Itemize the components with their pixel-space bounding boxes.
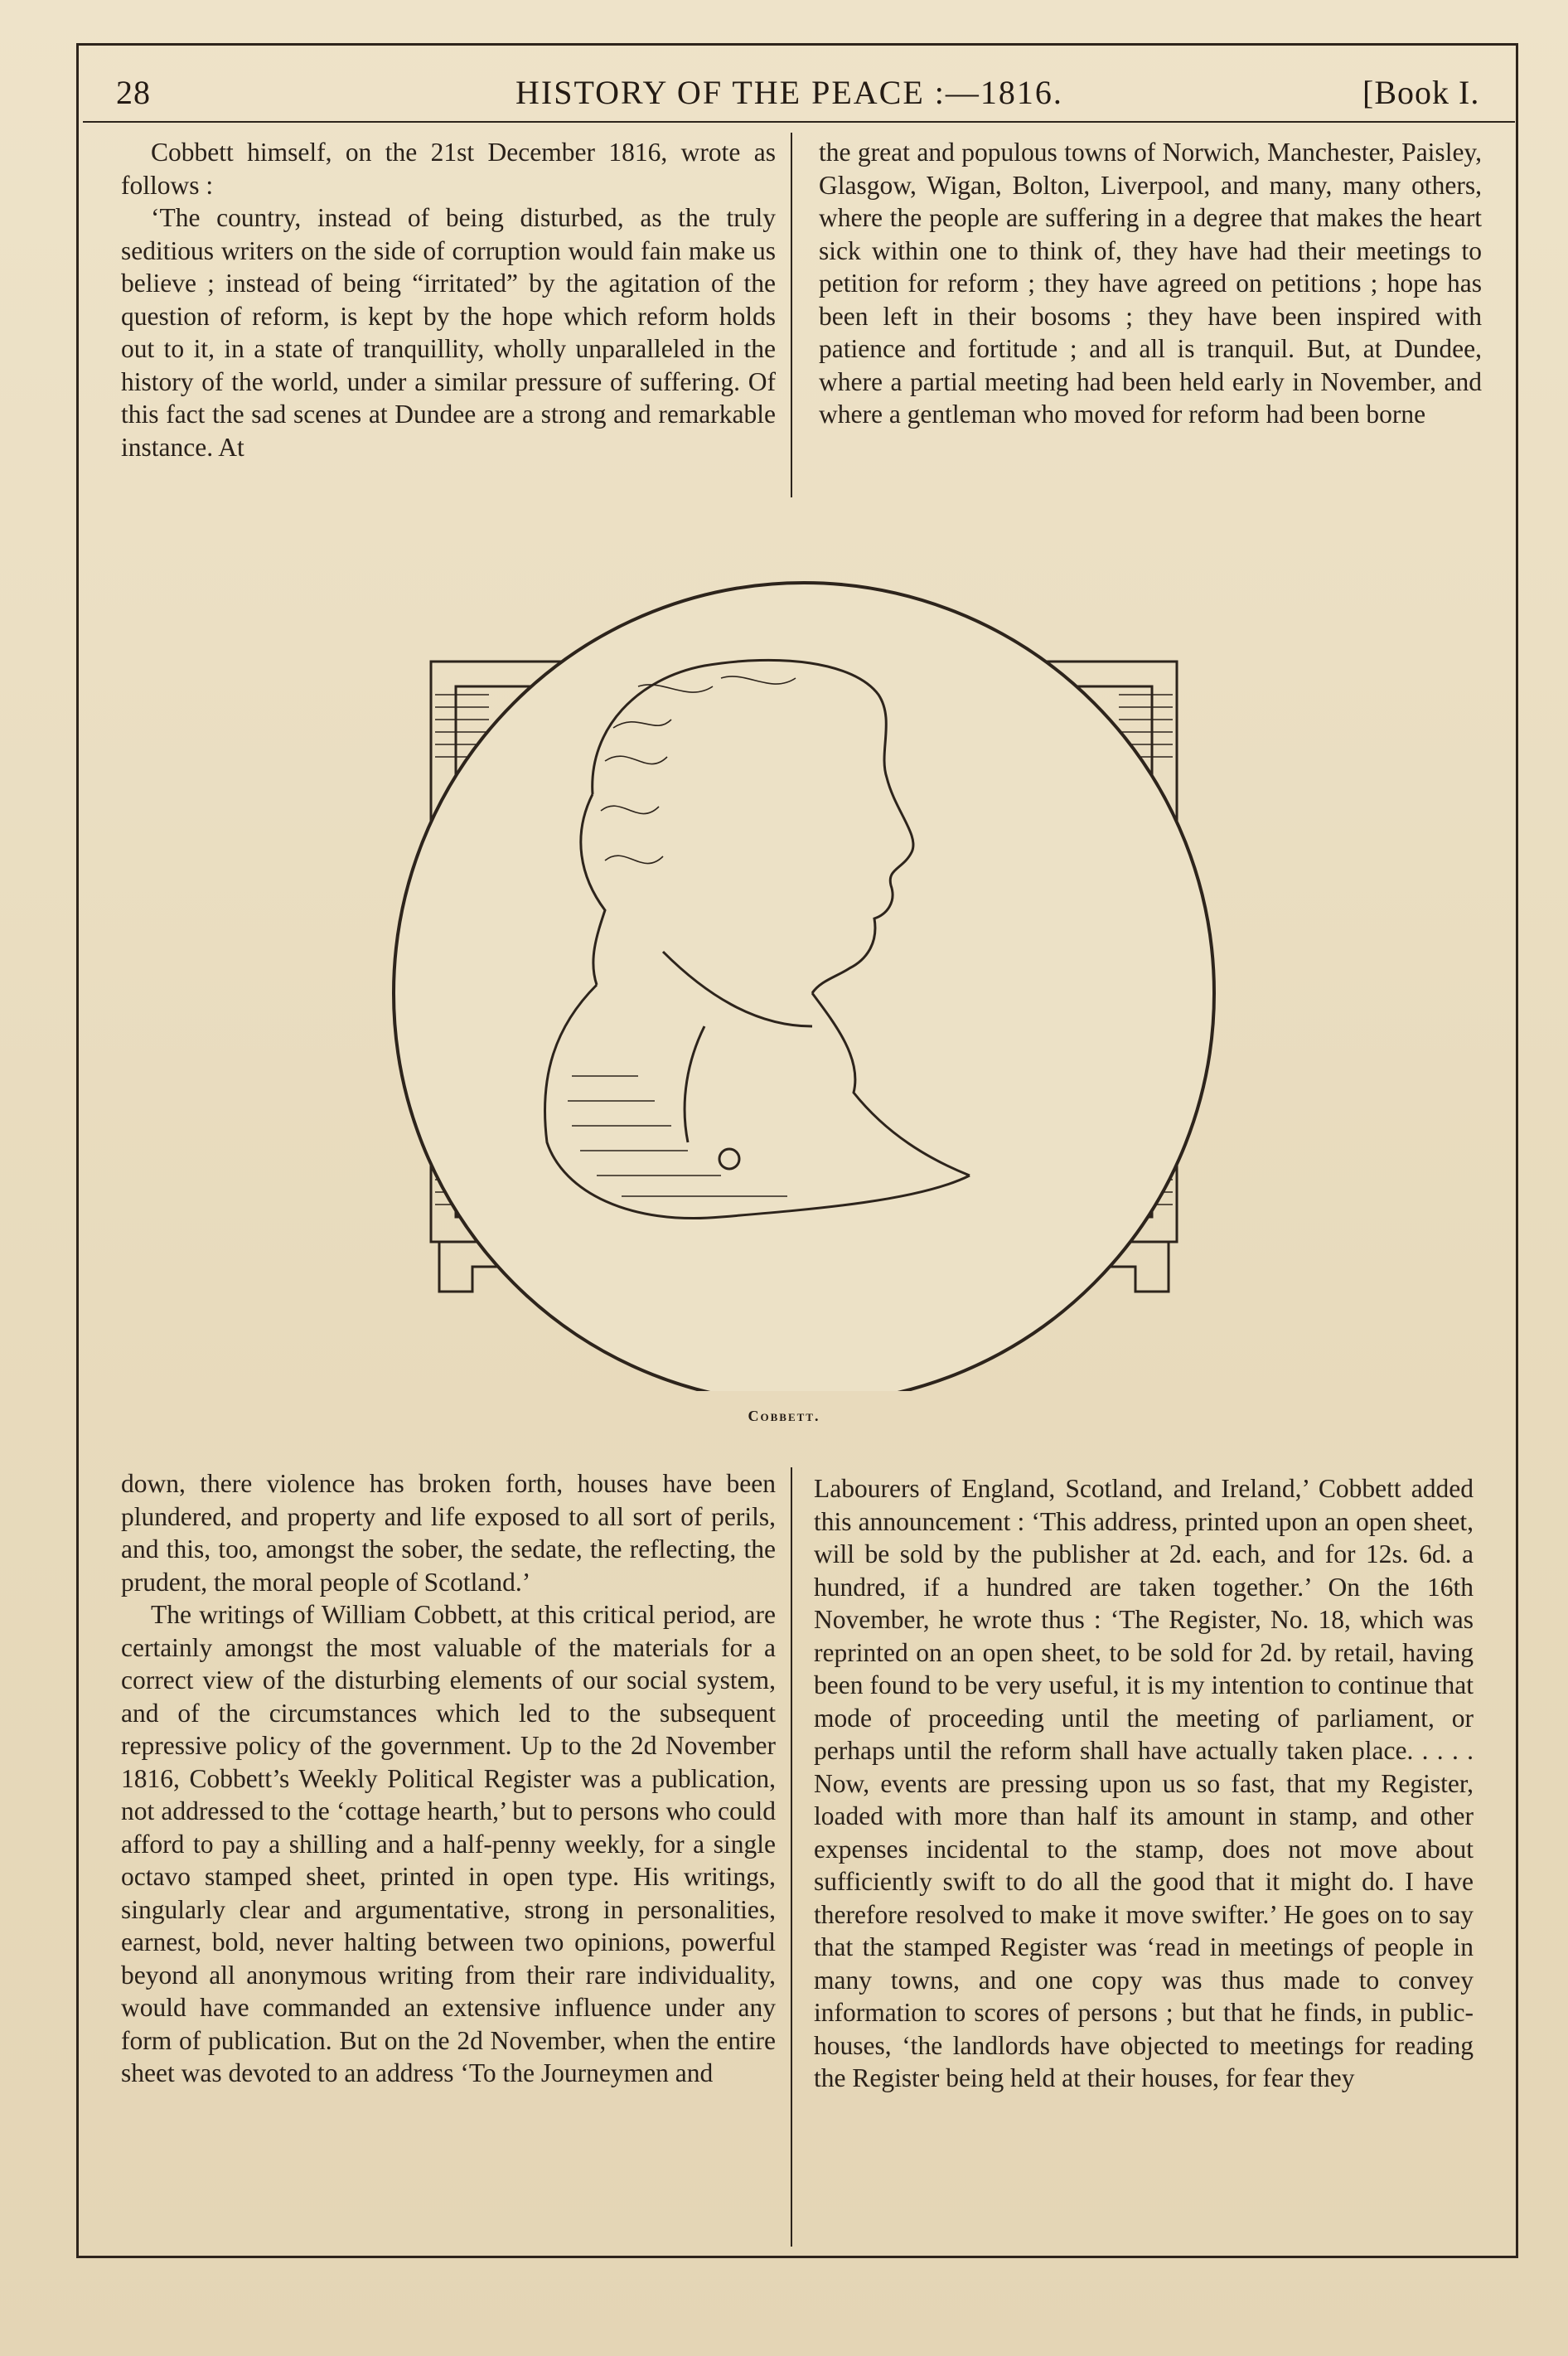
book-label: [Book I. <box>1362 74 1480 111</box>
header-rule <box>83 121 1515 123</box>
column-left-top <box>121 136 776 463</box>
paragraph: Cobbett himself, on the 21st December 1816, wrote as follows : <box>121 138 776 200</box>
paragraph: Labourers of England, Scotland, and Ireland,’ Cobbett added this announcement : ‘This address, printed upon an open sheet, will be sold by the publisher at 2d. each, and for 12s. 6d. a hundred, if a hundred are taken together.’ On the 16th November, he wrote thus : ‘The Register, No. 18, which was reprinted on an open sheet, to be sold for 2d. by retail, having been found to be very useful, it is my intention to continue that mode of proceeding until the meeting of parliament, or perhaps until the reform shall have actually taken place. . . . . Now, events are pressing upon us so fast, that my Register, loaded with more than half its amount in stamp, and other expenses incidental to the stamp, does not move about sufficiently swift to do all the good that it might do. I have therefore resolved to make it move swifter.’ He goes on to say that the stamped Register was ‘read in meetings of people in many towns, and one copy was thus made to convey information to scores of persons ; but that he finds, in public-houses, ‘the landlords have objected to meetings for reading the Register being held at their houses, for fear they <box>814 1474 1474 2092</box>
paragraph: ‘The country, instead of being disturbed, as the truly seditious writers on the side of corruption would fain make us believe ; instead of being “irritated” by the agitation of the question of reform, is kept by the hope which reform holds out to it, in a state of tranquillity, wholly unparalleled in the history of the world, under a similar pressure of suffering. Of this fact the sad scenes at Dundee are a strong and remarkable instance. At <box>121 203 776 462</box>
column-right-bottom <box>814 1472 1474 2095</box>
running-title: HISTORY OF THE PEACE :—1816. <box>515 74 1063 111</box>
figure-caption: Cobbett. <box>748 1408 820 1424</box>
column-divider-top <box>791 133 792 497</box>
column-right-top <box>819 136 1482 431</box>
paragraph: the great and populous towns of Norwich, Manchester, Paisley, Glasgow, Wigan, Bolton, Liverpool, and many, many others, where the people are suffering in a degree that makes the heart sick within one to think of, they have had their meetings to petition for reform ; they have agreed on petitions ; hope has been left in their bosoms ; they have been inspired with patience and fortitude ; and all is tranquil. But, at Dundee, where a partial meeting had been held early in November, and where a gentleman who moved for reform had been borne <box>819 138 1482 429</box>
medallion-circle <box>394 583 1214 1391</box>
paragraph: down, there violence has broken forth, houses have been plundered, and property and life exposed to all sort of perils, and this, too, amongst the sober, the sedate, the reflecting, the prudent, the moral people of Scotland.’ <box>121 1469 776 1597</box>
column-left-bottom <box>121 1467 776 2090</box>
cobbett-portrait-illustration <box>390 562 1218 1391</box>
page-number: 28 <box>116 74 151 111</box>
paragraph: The writings of William Cobbett, at this critical period, are certainly amongst the most valuable of the materials for a correct view of the disturbing elements of our social system, and of the circumstances which led to the subsequent repressive policy of the government. Up to the 2d November 1816, Cobbett’s Weekly Political Register was a publication, not addressed to the ‘cottage hearth,’ but to persons who could afford to pay a shilling and a half-penny weekly, for a single octavo stamped sheet, printed in open type. His writings, singularly clear and argumentative, strong in personalities, earnest, bold, never halting between two opinions, powerful beyond all anonymous writing from their rare individuality, would have commanded an extensive influence under any form of publication. But on the 2d November, when the entire sheet was devoted to an address ‘To the Journeymen and <box>121 1600 776 2087</box>
column-divider-bottom <box>791 1467 792 2247</box>
